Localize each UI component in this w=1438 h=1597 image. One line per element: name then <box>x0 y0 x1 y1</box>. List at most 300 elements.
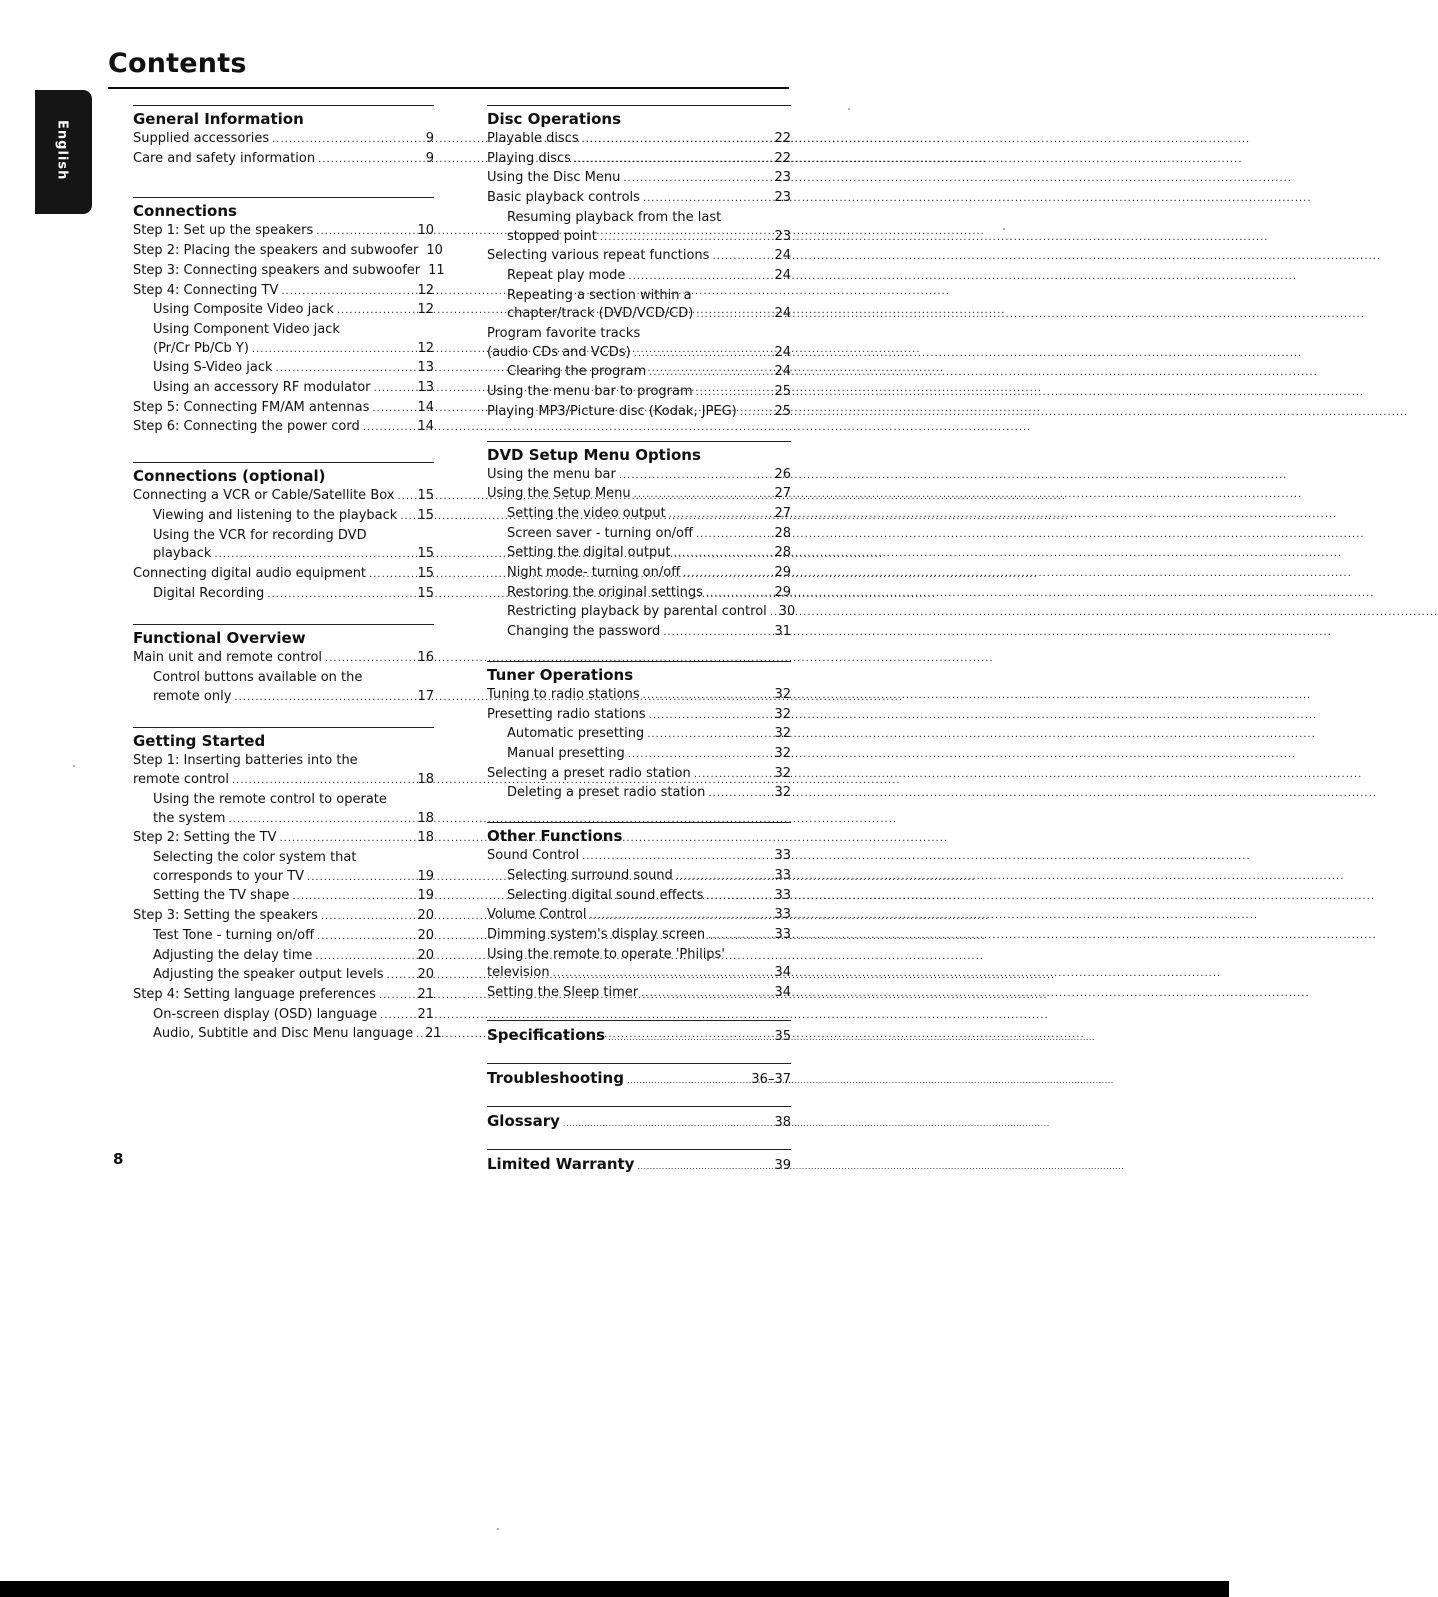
entry-page: 22 <box>774 131 791 146</box>
toc-entry[interactable] <box>487 169 791 189</box>
entry-page: 27 <box>774 486 791 502</box>
dot-leader <box>712 248 771 267</box>
dot-leader <box>369 566 414 585</box>
section-rule <box>133 197 434 198</box>
toc-major-entry[interactable] <box>487 1024 791 1049</box>
toc-entry[interactable] <box>133 545 434 565</box>
major-entry-title: Glossary <box>487 1111 560 1130</box>
toc-entry[interactable] <box>487 603 796 623</box>
entry-page: 13 <box>417 380 434 396</box>
dot-leader <box>317 928 414 947</box>
toc-entry[interactable] <box>487 344 791 364</box>
entry-text: Screen saver - turning on/off <box>507 525 693 541</box>
entry-page: 34 <box>774 985 791 1001</box>
entry-page: 19 <box>417 868 434 884</box>
toc-entry[interactable] <box>133 282 434 302</box>
toc-entry[interactable] <box>133 379 434 399</box>
dot-leader <box>400 508 414 527</box>
dot-leader <box>589 907 771 926</box>
dot-leader <box>770 604 776 623</box>
dot-leader <box>276 360 415 379</box>
entry-page: 23 <box>774 190 791 206</box>
entry-text: remote control <box>133 772 229 788</box>
dot-leader <box>634 486 772 505</box>
dot-leader <box>574 151 772 170</box>
entry-text: Playable discs <box>487 131 579 146</box>
entry-text: Using the remote to operate 'Philips' <box>487 946 725 962</box>
right-column <box>487 105 796 1178</box>
entry-page: 29 <box>774 584 791 600</box>
dot-leader <box>582 131 772 150</box>
entry-text: Basic playback controls <box>487 190 640 206</box>
toc-major-specifications <box>487 1020 791 1049</box>
dot-leader <box>683 565 771 584</box>
section-rule <box>487 1020 791 1021</box>
toc-entry[interactable] <box>487 525 791 545</box>
dot-leader <box>321 908 415 927</box>
entry-page: 15 <box>417 585 434 601</box>
entry-text: Connecting a VCR or Cable/Satellite Box <box>133 488 395 504</box>
toc-entry[interactable] <box>487 247 791 267</box>
toc-entry[interactable] <box>133 887 434 907</box>
toc-entry[interactable] <box>487 130 791 150</box>
toc-major-entry[interactable] <box>487 1067 791 1092</box>
major-entry-page: 35 <box>774 1028 791 1044</box>
dot-leader <box>608 1027 771 1049</box>
toc-entry[interactable] <box>133 752 434 771</box>
toc-entry[interactable] <box>133 487 434 507</box>
toc-entry[interactable] <box>133 1025 442 1045</box>
entry-page: 30 <box>778 604 796 620</box>
toc-entry[interactable] <box>133 130 434 150</box>
dot-leader <box>281 283 414 302</box>
toc-entry[interactable] <box>133 340 434 360</box>
entry-page: 23 <box>774 170 791 186</box>
section-title: Disc Operations <box>487 110 622 128</box>
toc-entry[interactable] <box>487 485 791 505</box>
entry-text: Adjusting the delay time <box>153 947 313 963</box>
entry-text: Step 3: Connecting speakers and subwoofer <box>133 262 421 278</box>
major-entry-page: 39 <box>774 1157 791 1173</box>
entry-page: 24 <box>774 364 791 380</box>
section-rule <box>487 661 791 662</box>
toc-entry[interactable] <box>133 771 434 791</box>
toc-entry[interactable] <box>133 907 434 927</box>
section-rule <box>487 1149 791 1150</box>
toc-section-getting-started <box>133 727 442 1045</box>
section-rule <box>487 822 791 823</box>
dot-leader <box>694 766 772 785</box>
entry-text: Tuning to radio stations <box>487 686 640 702</box>
entry-page: 32 <box>774 745 791 761</box>
toc-entry[interactable] <box>487 887 791 907</box>
entry-page: 10 <box>417 223 434 239</box>
dot-leader <box>708 927 771 946</box>
toc-entry[interactable] <box>487 686 791 706</box>
entry-page: 17 <box>417 688 434 704</box>
toc-major-entry[interactable] <box>487 1153 791 1178</box>
entry-page: 12 <box>417 340 434 356</box>
dot-leader <box>649 364 771 383</box>
dot-leader <box>740 404 772 423</box>
section-rule <box>487 1063 791 1064</box>
toc-entry[interactable] <box>133 849 434 868</box>
page-title: Contents <box>108 48 247 79</box>
entry-page: 10 <box>426 243 443 259</box>
toc-entry[interactable] <box>487 305 791 325</box>
toc-entry[interactable] <box>487 926 791 946</box>
entry-page: 20 <box>417 947 434 963</box>
toc-entry[interactable] <box>133 359 434 379</box>
dot-leader <box>641 985 771 1004</box>
major-entry-page: 36–37 <box>751 1071 791 1087</box>
entry-page: 20 <box>417 967 434 983</box>
section-rule <box>487 1106 791 1107</box>
dot-leader <box>325 650 414 669</box>
entry-text: Test Tone - turning on/off <box>153 927 315 943</box>
scan-speck <box>497 1528 499 1530</box>
dot-leader <box>663 624 771 643</box>
toc-entry[interactable] <box>487 725 791 745</box>
entry-text: Care and safety information <box>133 150 316 166</box>
section-rule <box>487 105 791 106</box>
entry-page: 32 <box>774 686 791 702</box>
toc-entry[interactable] <box>133 418 434 438</box>
dot-leader <box>628 746 772 765</box>
toc-entry[interactable] <box>487 544 791 564</box>
dot-leader <box>214 546 414 565</box>
section-title: DVD Setup Menu Options <box>487 445 701 464</box>
entry-text: Selecting digital sound effects <box>507 887 704 903</box>
dot-leader <box>647 726 771 745</box>
entry-text: Step 2: Setting the TV <box>133 830 277 846</box>
toc-entry[interactable] <box>487 623 791 643</box>
scan-speck <box>73 765 75 767</box>
entry-text: the system <box>153 810 226 826</box>
entry-page: 20 <box>417 908 434 924</box>
toc-section-connections-optional <box>133 462 434 604</box>
entry-text: Using an accessory RF modulator <box>153 380 371 396</box>
toc-entry[interactable] <box>133 927 434 947</box>
dot-leader <box>696 384 772 403</box>
entry-text: Repeat play mode <box>507 267 626 283</box>
entry-text: Audio, Subtitle and Disc Menu language <box>153 1026 414 1042</box>
toc-entry[interactable] <box>487 706 791 726</box>
dot-leader <box>706 888 771 907</box>
entry-text: Repeating a section within a <box>507 287 692 303</box>
toc-entry[interactable] <box>133 669 434 688</box>
major-entry-page: 38 <box>774 1114 791 1130</box>
entry-page: 24 <box>774 248 791 264</box>
toc-section-disc-operations <box>487 105 791 423</box>
dot-leader <box>676 868 772 887</box>
entry-text: remote only <box>153 688 232 704</box>
section-title: Connections <box>133 202 237 221</box>
toc-entry[interactable] <box>133 585 434 605</box>
entry-page: 32 <box>774 785 791 801</box>
entry-page: 23 <box>774 228 791 244</box>
entry-text: Step 3: Setting the speakers <box>133 908 318 924</box>
section-title: Functional Overview <box>133 629 306 648</box>
dot-leader <box>619 467 772 486</box>
section-title: General Information <box>133 110 304 128</box>
entry-text: stopped point <box>507 228 597 244</box>
entry-page: 13 <box>417 360 434 376</box>
dot-leader <box>380 1007 414 1026</box>
toc-entry[interactable] <box>487 964 791 984</box>
entry-text: Selecting the color system that <box>153 849 357 865</box>
toc-entry[interactable] <box>133 527 434 546</box>
entry-text: Selecting a preset radio station <box>487 765 691 781</box>
entry-page: 16 <box>417 650 434 666</box>
entry-page: 9 <box>425 150 434 166</box>
entry-text: Step 1: Set up the speakers <box>133 223 314 239</box>
entry-page: 21 <box>425 1026 442 1042</box>
dot-leader <box>634 345 772 364</box>
toc-entry[interactable] <box>133 507 434 527</box>
entry-page: 18 <box>417 772 434 788</box>
left-column <box>133 105 445 1045</box>
toc-entry[interactable] <box>133 1006 434 1026</box>
entry-page: 26 <box>774 466 791 482</box>
entry-text: Changing the password <box>507 624 661 640</box>
entry-page: 31 <box>774 624 791 640</box>
section-rule <box>133 727 434 728</box>
entry-page: 21 <box>417 1006 434 1022</box>
toc-entry[interactable] <box>133 242 443 262</box>
language-tab <box>35 90 92 214</box>
entry-text: Main unit and remote control <box>133 650 323 666</box>
entry-text: Step 2: Placing the speakers and subwoofer <box>133 243 419 259</box>
entry-page: 32 <box>774 706 791 722</box>
dot-leader <box>363 419 415 438</box>
toc-entry[interactable] <box>487 363 791 383</box>
entry-page: 32 <box>774 765 791 781</box>
entry-text: Setting the video output <box>507 505 666 521</box>
toc-entry[interactable] <box>487 867 791 887</box>
entry-page: 28 <box>774 525 791 541</box>
entry-text: Adjusting the speaker output levels <box>153 967 384 983</box>
dot-leader <box>372 400 414 419</box>
toc-entry[interactable] <box>487 946 791 965</box>
entry-page: 18 <box>417 830 434 846</box>
toc-entry[interactable] <box>133 649 434 669</box>
toc-entry[interactable] <box>487 584 791 604</box>
dot-leader <box>379 987 415 1006</box>
toc-entry[interactable] <box>487 745 791 765</box>
entry-page: 15 <box>417 565 434 581</box>
toc-entry[interactable] <box>487 189 791 209</box>
toc-entry[interactable] <box>133 791 434 810</box>
entry-page: 33 <box>774 867 791 883</box>
dot-leader <box>292 888 414 907</box>
entry-page: 18 <box>417 810 434 826</box>
entry-page: 15 <box>417 546 434 562</box>
toc-section-functional-overview <box>133 624 434 707</box>
entry-text: Control buttons available on the <box>153 670 363 686</box>
entry-text: Selecting surround sound <box>507 867 673 883</box>
toc-entry[interactable] <box>487 325 791 344</box>
dot-leader <box>627 1070 748 1092</box>
toc-entry[interactable] <box>133 399 434 419</box>
entry-page: 22 <box>774 150 791 166</box>
toc-major-glossary <box>487 1106 791 1135</box>
entry-text: Using the menu bar to program <box>487 384 693 400</box>
scan-speck <box>848 108 850 110</box>
entry-page: 15 <box>417 488 434 504</box>
major-entry-title: Specifications <box>487 1025 606 1044</box>
toc-entry[interactable] <box>487 784 791 804</box>
scan-speck <box>1003 228 1005 230</box>
entry-page: 21 <box>417 986 434 1002</box>
dot-leader <box>706 585 772 604</box>
toc-section-connections <box>133 197 445 438</box>
entry-text: chapter/track (DVD/VCD/CD) <box>507 306 694 322</box>
dot-leader <box>318 151 423 170</box>
entry-text: Using S-Video jack <box>153 360 273 376</box>
toc-section-dvd-setup-menu-options <box>487 441 796 643</box>
section-rule <box>487 441 791 442</box>
dot-leader <box>643 190 772 209</box>
dot-leader <box>696 526 771 545</box>
toc-entry[interactable] <box>487 847 791 867</box>
toc-entry[interactable] <box>133 810 434 830</box>
dot-leader <box>643 687 772 706</box>
entry-text: Setting the digital output <box>507 545 671 561</box>
toc-section-other-functions <box>487 822 791 1004</box>
entry-text: Using the remote control to operate <box>153 791 387 807</box>
dot-leader <box>315 948 414 967</box>
entry-text: Night mode- turning on/off <box>507 565 681 581</box>
entry-text: Using Composite Video jack <box>153 302 334 318</box>
dot-leader <box>649 707 772 726</box>
section-title: Getting Started <box>133 732 266 751</box>
entry-page: 24 <box>774 267 791 283</box>
toc-entry[interactable] <box>487 228 791 248</box>
toc-section-general-information <box>133 105 434 169</box>
entry-text: (audio CDs and VCDs) <box>487 344 631 360</box>
toc-entry[interactable] <box>133 947 434 967</box>
entry-text: Setting the TV shape <box>153 888 290 904</box>
toc-entry[interactable] <box>487 150 791 170</box>
major-entry-title: Troubleshooting <box>487 1068 624 1087</box>
toc-entry[interactable] <box>487 403 791 423</box>
dot-leader <box>387 967 415 986</box>
entry-text: Playing MP3/Picture disc (Kodak, JPEG) <box>487 403 737 419</box>
entry-text: Playing discs <box>487 150 571 166</box>
entry-page: 33 <box>774 926 791 942</box>
entry-text: Using the Setup Menu <box>487 486 631 502</box>
toc-entry[interactable] <box>133 868 434 888</box>
toc-entry[interactable] <box>133 565 434 585</box>
dot-leader <box>669 506 772 525</box>
section-title: Connections (optional) <box>133 467 326 486</box>
entry-text: Using the VCR for recording DVD <box>153 527 367 543</box>
entry-page: 12 <box>417 282 434 298</box>
title-rule <box>108 87 789 89</box>
dot-leader <box>272 131 423 150</box>
toc-entry[interactable] <box>487 287 791 306</box>
entry-text: Clearing the program <box>507 364 647 380</box>
dot-leader <box>628 268 771 287</box>
toc-entry[interactable] <box>133 966 434 986</box>
dot-leader <box>696 306 771 325</box>
entry-text: Step 4: Connecting TV <box>133 282 279 298</box>
dot-leader <box>234 689 414 708</box>
entry-text: Setting the Sleep timer <box>487 985 639 1001</box>
entry-text: Viewing and listening to the playback <box>153 507 398 523</box>
toc-entry[interactable] <box>133 829 434 849</box>
entry-text: Step 6: Connecting the power cord <box>133 419 360 435</box>
major-entry-title: Limited Warranty <box>487 1154 635 1173</box>
dot-leader <box>280 830 415 849</box>
entry-text: Dimming system's display screen <box>487 926 706 942</box>
entry-text: Presetting radio stations <box>487 706 646 722</box>
toc-entry[interactable] <box>133 150 434 170</box>
dot-leader <box>553 965 772 984</box>
entry-text: Digital Recording <box>153 585 265 601</box>
dot-leader <box>228 811 414 830</box>
entry-text: Restricting playback by parental control <box>507 604 767 620</box>
entry-text: Restoring the original settings <box>507 584 703 600</box>
entry-text: (Pr/Cr Pb/Cb Y) <box>153 340 249 356</box>
toc-entry[interactable] <box>133 688 434 708</box>
page-number: 8 <box>113 1150 124 1168</box>
entry-page: 14 <box>417 399 434 415</box>
entry-text: Manual presetting <box>507 745 625 761</box>
toc-entry[interactable] <box>487 383 791 403</box>
toc-entry[interactable] <box>487 466 791 486</box>
entry-text: Program favorite tracks <box>487 326 641 342</box>
entry-text: Resuming playback from the last <box>507 209 722 225</box>
entry-text: television <box>487 965 550 981</box>
entry-text: Step 4: Setting language preferences <box>133 986 376 1002</box>
entry-page: 28 <box>774 545 791 561</box>
toc-entry[interactable] <box>133 222 434 242</box>
entry-page: 33 <box>774 848 791 864</box>
dot-leader <box>337 302 415 321</box>
section-rule <box>133 624 434 625</box>
toc-major-limited-warranty <box>487 1149 791 1178</box>
dot-leader <box>307 869 414 888</box>
toc-entry[interactable] <box>487 906 791 926</box>
toc-entry[interactable] <box>133 301 434 321</box>
dot-leader <box>637 1156 771 1178</box>
entry-text: Deleting a preset radio station <box>507 785 706 801</box>
toc-major-troubleshooting <box>487 1063 791 1092</box>
entry-page: 9 <box>425 131 434 146</box>
toc-entry[interactable] <box>487 209 791 228</box>
dot-leader <box>252 341 415 360</box>
entry-page: 33 <box>774 887 791 903</box>
toc-entry[interactable] <box>133 986 434 1006</box>
entry-text: Using the Disc Menu <box>487 170 621 186</box>
toc-major-entry[interactable] <box>487 1110 791 1135</box>
toc-entry[interactable] <box>487 984 791 1004</box>
toc-entry[interactable] <box>487 505 791 525</box>
toc-entry[interactable] <box>487 765 791 785</box>
dot-leader <box>623 170 771 189</box>
dot-leader <box>708 785 771 804</box>
toc-entry[interactable] <box>487 267 791 287</box>
entry-text: Sound Control <box>487 848 580 864</box>
entry-page: 32 <box>774 726 791 742</box>
entry-page: 15 <box>417 507 434 523</box>
toc-entry[interactable] <box>133 321 434 340</box>
toc-entry[interactable] <box>133 262 445 282</box>
toc-entry[interactable] <box>487 564 791 584</box>
entry-page: 33 <box>774 907 791 923</box>
